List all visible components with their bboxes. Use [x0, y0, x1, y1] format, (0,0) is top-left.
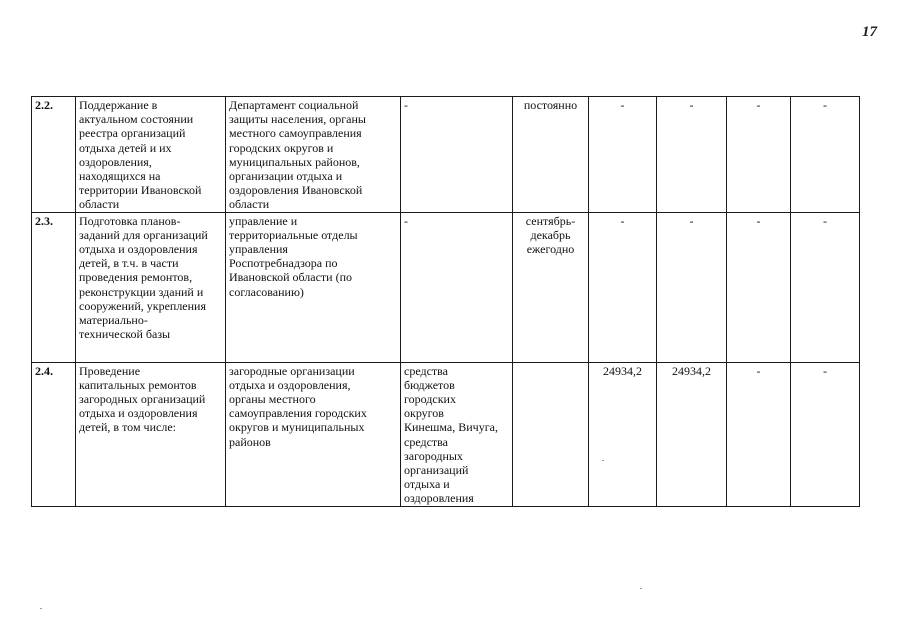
funding-source-cell: средства бюджетов городских округов Кинешма, Вичуга, средства загородных организаций отдыха и оздоровления: [401, 362, 513, 506]
value-cell: -: [791, 97, 860, 213]
value-cell: -: [657, 97, 727, 213]
activity-cell: Проведение капитальных ремонтов загородных организаций отдыха и оздоровления детей, в том числе:: [76, 362, 226, 506]
value-cell: -: [727, 212, 791, 362]
activity-cell: Поддержание в актуальном состоянии реестра организаций отдыха детей и их оздоровления, находящихся на территории Ивановской области: [76, 97, 226, 213]
scan-speck: [640, 588, 642, 589]
value-cell: -: [589, 212, 657, 362]
row-number: 2.3.: [32, 212, 76, 362]
row-number: 2.2.: [32, 97, 76, 213]
term-cell: сентябрь- декабрь ежегодно: [513, 212, 589, 362]
value-cell: -: [589, 97, 657, 213]
value-cell: -: [791, 212, 860, 362]
executor-cell: загородные организации отдыха и оздоровления, органы местного самоуправления городских округов и муниципальных районов: [226, 362, 401, 506]
value-cell: 24934,2: [657, 362, 727, 506]
table-row: [32, 362, 860, 506]
activity-cell: Подготовка планов- заданий для организаций отдыха и оздоровления детей, в т.ч. в части проведения ремонтов, реконструкции зданий и сооружений, укрепления материально- технической базы: [76, 212, 226, 362]
funding-source-cell: -: [401, 212, 513, 362]
row-number: 2.4.: [32, 362, 76, 506]
table-row: [32, 97, 860, 213]
table-row: [32, 212, 860, 362]
value-cell: 24934,2: [589, 362, 657, 506]
value-cell: -: [791, 362, 860, 506]
measures-table: [31, 96, 860, 507]
funding-source-cell: -: [401, 97, 513, 213]
scan-speck: [602, 460, 604, 461]
value-cell: -: [727, 362, 791, 506]
page-number: 17: [862, 24, 877, 40]
executor-cell: Департамент социальной защиты населения, органы местного самоуправления городских округов и муниципальных районов, организации отдыха и оздоровления Ивановской области: [226, 97, 401, 213]
executor-cell: управление и территориальные отделы управления Роспотребнадзора по Ивановской области (по согласованию): [226, 212, 401, 362]
term-cell: постоянно: [513, 97, 589, 213]
term-cell: [513, 362, 589, 506]
value-cell: -: [657, 212, 727, 362]
scan-speck: [40, 608, 42, 609]
value-cell: -: [727, 97, 791, 213]
